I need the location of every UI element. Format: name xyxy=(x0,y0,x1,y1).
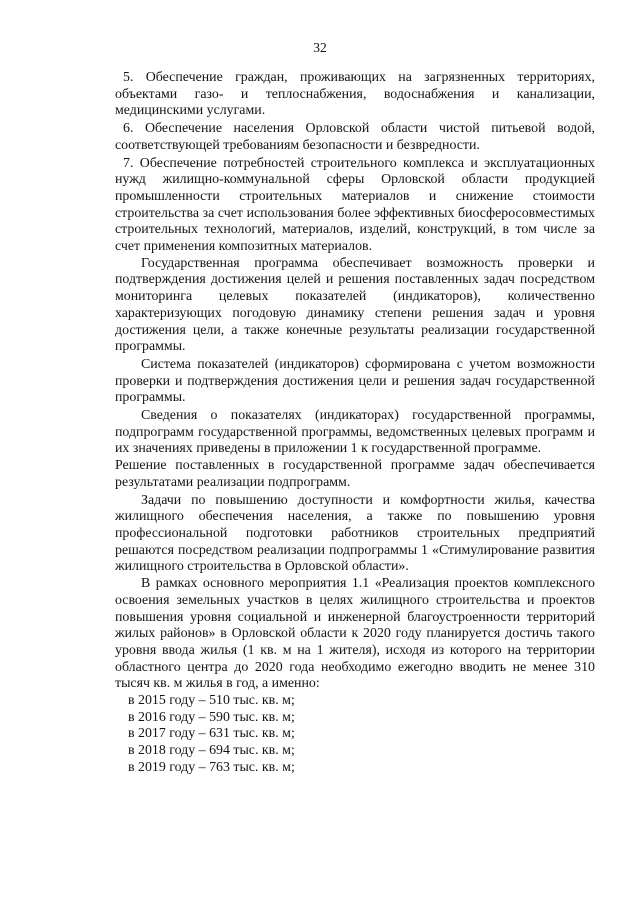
list-item: в 2015 году – 510 тыс. кв. м; xyxy=(128,693,295,709)
paragraph-task-solution: Решение поставленных в государственной программе задач обеспечивается результатами реализации подпрограмм. xyxy=(115,458,595,490)
housing-input-list xyxy=(115,693,595,777)
list-item: в 2016 году – 590 тыс. кв. м; xyxy=(128,709,295,725)
list-item: в 2017 году – 631 тыс. кв. м; xyxy=(128,726,295,742)
list-item: в 2018 году – 694 тыс. кв. м; xyxy=(128,743,295,759)
paragraph-indicator-system: Система показателей (индикаторов) сформирована с учетом возможности проверки и подтверждения достижения цели и решения задач государственной программы. xyxy=(115,356,595,406)
paragraph-program-monitoring: Государственная программа обеспечивает возможность проверки и подтверждения достижения целей и решения поставленных задач посредством мониторинга целевых показателей (индикаторов), количественно характеризующих погодовую динамику степени решения задач и уровня достижения цели, а также конечные результаты реализации государственной программы. xyxy=(115,255,595,355)
paragraph-indicator-info: Сведения о показателях (индикаторах) государственной программы, подпрограмм государственной программы, ведомственных целевых программ и их значениях приведены в приложении 1 к государственной программе. xyxy=(115,408,595,457)
paragraph-item-5: 5. Обеспечение граждан, проживающих на загрязненных территориях, объектами газо- и теплоснабжения, водоснабжения и канализации, медицинскими услугами. xyxy=(115,70,595,119)
paragraph-item-7: 7. Обеспечение потребностей строительного комплекса и эксплуатационных нужд жилищно-коммунальной сферы Орловской области продукцией промышленности строительных материалов и снижение стоимости строительства за счет использования более эффективных биосферосовместимых строительных технологий, материалов, изделий, конструкций, в том числе за счет применения композитных материалов. xyxy=(115,155,595,255)
list-item: в 2019 году – 763 тыс. кв. м; xyxy=(128,759,295,775)
paragraph-main-activity: В рамках основного мероприятия 1.1 «Реализация проектов комплексного освоения земельных участков в целях жилищного строительства и проектов повышения уровня социальной и инженерной благоустроенности территорий жилых районов» в Орловской области к 2020 году планируется достичь такого уровня ввода жилья (1 кв. м на 1 жителя), исходя из которого на территории областного центра до 2020 года необходимо ежегодно вводить не менее 310 тысяч кв. м жилья в год, а именно: xyxy=(115,576,595,692)
document-body xyxy=(115,70,595,777)
paragraph-item-6: 6. Обеспечение населения Орловской области чистой питьевой водой, соответствующей требованиям безопасности и безвредности. xyxy=(115,121,595,153)
page-number: 32 xyxy=(313,40,327,55)
paragraph-housing-tasks: Задачи по повышению доступности и комфортности жилья, качества жилищного обеспечения населения, а также по повышению уровня профессиональной подготовки работников строительных предприятий решаются посредством реализации подпрограммы 1 «Стимулирование развития жилищного строительства в Орловской области». xyxy=(115,492,595,575)
